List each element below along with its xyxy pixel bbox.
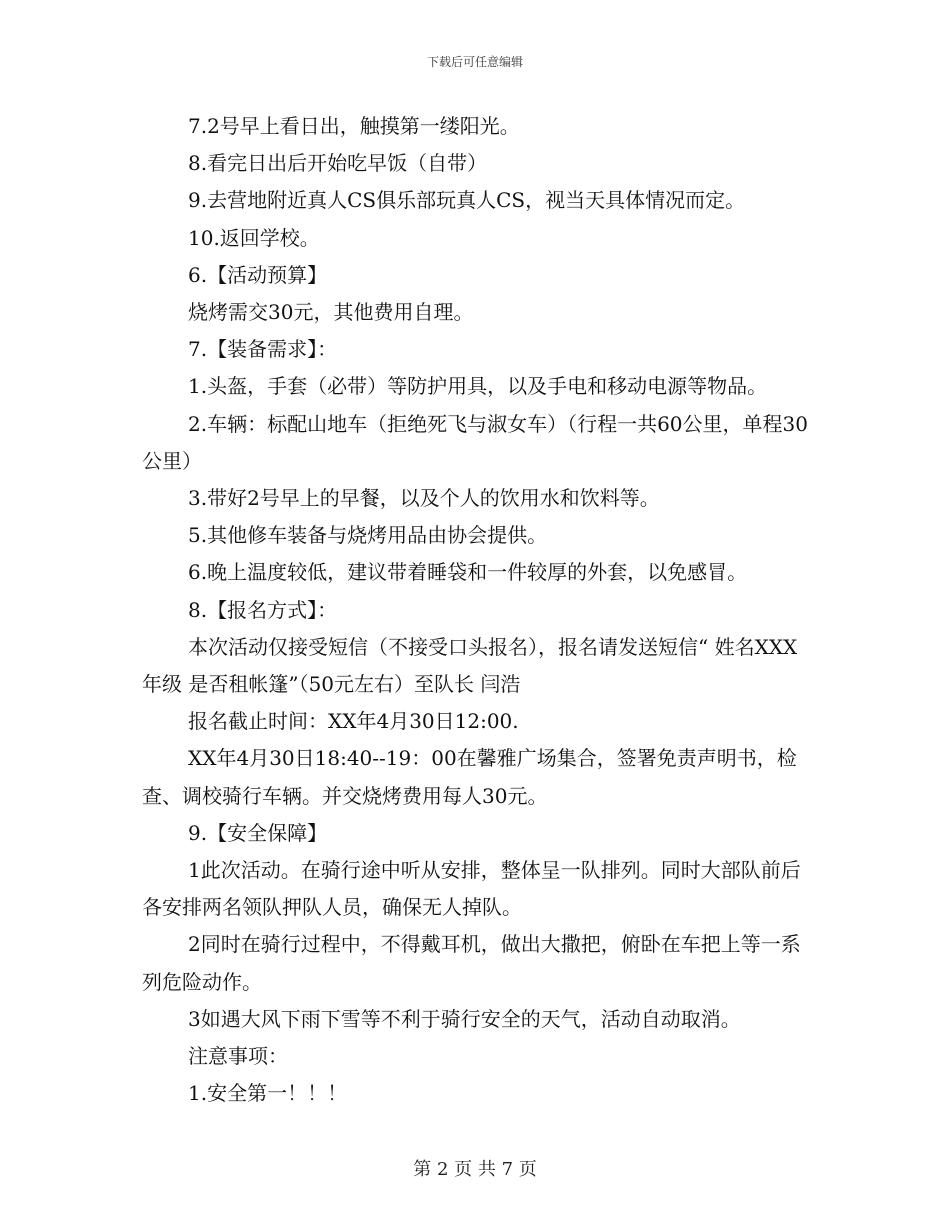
paragraph: 3.带好2号早上的早餐，以及个人的饮用水和饮料等。 xyxy=(188,486,660,511)
paragraph: 本次活动仅接受短信（不接受口头报名），报名请发送短信“ 姓名XXX 年级 是否租帐篷”（50元左右）至队长 闫浩 xyxy=(142,634,817,697)
paragraph: 3如遇大风下雨下雪等不利于骑行安全的天气，活动自动取消。 xyxy=(188,1006,741,1031)
paragraph: XX年4月30日18:40--19：00在馨雅广场集合，签署免责声明书，检查、调校骑行车辆。并交烧烤费用每人30元。 xyxy=(142,746,797,808)
paragraph: 1此次活动。在骑行途中听从安排，整体呈一队排列。同时大部队前后各安排两名领队押队人员，确保无人掉队。 xyxy=(142,858,801,920)
paragraph: 6.晚上温度较低，建议带着睡袋和一件较厚的外套，以免感冒。 xyxy=(188,560,748,585)
paragraph: 2同时在骑行过程中，不得戴耳机，做出大撒把，俯卧在车把上等一系列危险动作。 xyxy=(142,932,801,994)
document-body xyxy=(142,108,817,1112)
paragraph: 7.2号早上看日出，触摸第一缕阳光。 xyxy=(188,114,520,138)
paragraph: 5.其他修车装备与烧烤用品由协会提供。 xyxy=(188,523,548,548)
paragraph: 1.安全第一！！！ xyxy=(188,1081,348,1106)
page-header: 下载后可任意编辑 xyxy=(426,55,523,69)
paragraph: 烧烤需交30元，其他费用自理。 xyxy=(188,300,474,325)
paragraph: 2.车辆：标配山地车（拒绝死飞与淑女车）（行程一共60公里，单程30公里） xyxy=(142,411,808,473)
paragraph: 1.头盔，手套（必带）等防护用具，以及手电和移动电源等物品。 xyxy=(188,374,768,399)
page-number-footer: 第 2 页 共 7 页 xyxy=(413,1159,537,1180)
paragraph: 报名截止时间：XX年4月30日12:00. xyxy=(188,709,519,734)
paragraph: 9.去营地附近真人CS俱乐部玩真人CS，视当天具体情况而定。 xyxy=(188,188,746,213)
section-heading: 7.【装备需求】： xyxy=(188,337,338,362)
section-heading: 9.【安全保障】 xyxy=(188,820,328,845)
paragraph: 注意事项： xyxy=(188,1044,288,1069)
paragraph: 8.看完日出后开始吃早饭（自带） xyxy=(188,151,488,176)
section-heading: 6.【活动预算】 xyxy=(188,262,328,287)
paragraph: 10.返回学校。 xyxy=(188,225,320,250)
section-heading: 8.【报名方式】： xyxy=(188,597,338,622)
